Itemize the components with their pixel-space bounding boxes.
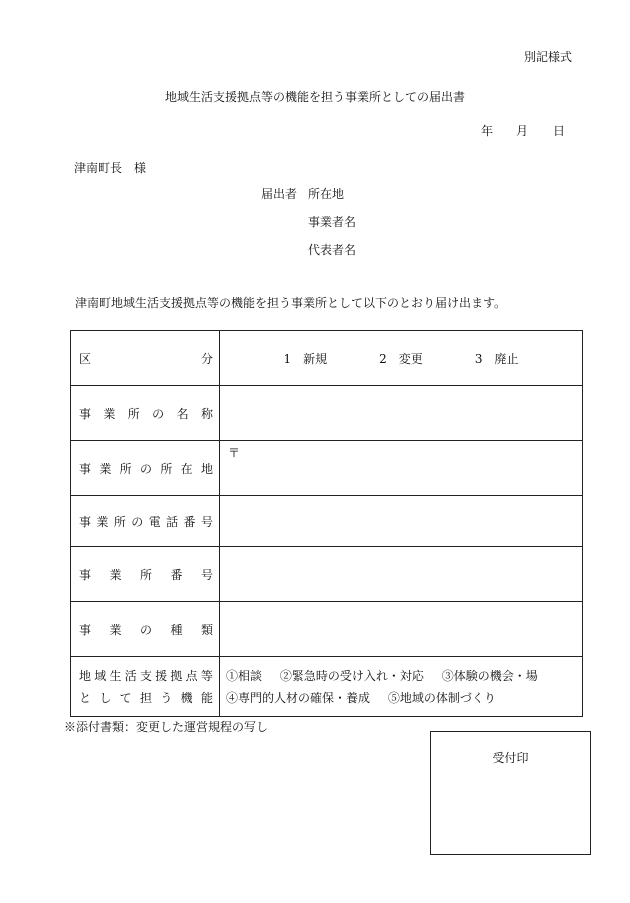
form-table bbox=[70, 330, 583, 717]
label-char: 域 bbox=[94, 668, 107, 683]
label-char: 業 bbox=[103, 406, 116, 421]
label-char: 事 bbox=[79, 406, 92, 421]
phone-field[interactable] bbox=[220, 496, 583, 547]
business-name-field[interactable] bbox=[220, 386, 583, 441]
label-char: 業 bbox=[99, 461, 112, 476]
label-char: 地 bbox=[79, 668, 92, 683]
label-char: 等 bbox=[200, 668, 213, 683]
label-char: 号 bbox=[200, 514, 213, 529]
label-char: 番 bbox=[183, 514, 196, 529]
function-experience-opportunity[interactable]: ③体験の機会・場 bbox=[441, 668, 538, 683]
applicant-representative-label: 代表者名 bbox=[308, 243, 357, 257]
document-title: 地域生活支援拠点等の機能を担う事業所としての届出書 bbox=[164, 90, 465, 104]
label-char: 区 bbox=[79, 351, 92, 366]
business-name-label bbox=[71, 386, 220, 441]
reception-stamp-label: 受付印 bbox=[492, 751, 529, 765]
business-number-row bbox=[71, 547, 583, 602]
date-day-label: 日 bbox=[553, 124, 566, 138]
business-type-label bbox=[71, 602, 220, 657]
declaration-text: 津南町地域生活支援拠点等の機能を担う事業所として以下のとおり届け出ます。 bbox=[75, 296, 507, 310]
date-month-label: 月 bbox=[516, 124, 529, 138]
label-char: 所 bbox=[160, 461, 173, 476]
addressee: 津南町長 様 bbox=[74, 161, 147, 175]
functions-label bbox=[71, 657, 220, 717]
label-char: の bbox=[152, 406, 165, 421]
business-address-field[interactable] bbox=[220, 441, 583, 496]
label-char: 支 bbox=[139, 668, 152, 683]
label-char: 能 bbox=[200, 690, 213, 705]
label-char: 事 bbox=[79, 514, 92, 529]
label-char: 業 bbox=[96, 514, 109, 529]
label-char: 所 bbox=[119, 461, 132, 476]
label-char: 分 bbox=[200, 351, 213, 366]
label-char: う bbox=[160, 690, 173, 705]
business-number-label bbox=[71, 547, 220, 602]
business-name-row bbox=[71, 386, 583, 441]
label-char: 拠 bbox=[170, 668, 183, 683]
attachment-note: ※添付書類：変更した運営規程の写し bbox=[64, 720, 269, 734]
function-emergency-acceptance[interactable]: ②緊急時の受け入れ・対応 bbox=[279, 668, 424, 683]
function-specialist-training[interactable]: ④専門的人材の確保・養成 bbox=[226, 690, 371, 705]
business-number-field[interactable] bbox=[220, 547, 583, 602]
label-char: の bbox=[139, 461, 152, 476]
label-char: 活 bbox=[124, 668, 137, 683]
category-label bbox=[71, 331, 220, 386]
category-row bbox=[71, 331, 583, 386]
form-label: 別記様式 bbox=[524, 50, 573, 64]
phone-row bbox=[71, 496, 583, 547]
label-char: 業 bbox=[109, 567, 122, 582]
label-char: 事 bbox=[79, 622, 92, 637]
label-char: 話 bbox=[166, 514, 179, 529]
label-char: の bbox=[139, 622, 152, 637]
functions-options-cell bbox=[220, 657, 583, 717]
label-char: 称 bbox=[200, 406, 213, 421]
reception-stamp-box bbox=[430, 731, 591, 855]
label-char: 号 bbox=[200, 567, 213, 582]
label-char: 援 bbox=[155, 668, 168, 683]
label-char: 事 bbox=[79, 461, 92, 476]
applicant-label: 届出者 bbox=[261, 187, 298, 201]
postal-mark: 〒 bbox=[228, 446, 241, 460]
label-char: 業 bbox=[109, 622, 122, 637]
applicant-address-label: 所在地 bbox=[308, 187, 345, 201]
option-abolish[interactable]: 3 廃止 bbox=[474, 351, 519, 366]
functions-row bbox=[71, 657, 583, 717]
function-community-system[interactable]: ⑤地域の体制づくり bbox=[387, 690, 496, 705]
label-char: 所 bbox=[113, 514, 126, 529]
label-char: 所 bbox=[139, 567, 152, 582]
label-char: し bbox=[99, 690, 112, 705]
date-year-label: 年 bbox=[481, 124, 494, 138]
business-type-field[interactable] bbox=[220, 602, 583, 657]
category-options-cell bbox=[220, 331, 583, 386]
label-char: 地 bbox=[200, 461, 213, 476]
phone-label bbox=[71, 496, 220, 547]
label-char: て bbox=[119, 690, 132, 705]
label-char: 担 bbox=[139, 690, 152, 705]
label-char: 番 bbox=[170, 567, 183, 582]
label-char: と bbox=[79, 690, 92, 705]
applicant-business-name-label: 事業者名 bbox=[308, 215, 357, 229]
label-char: 事 bbox=[79, 567, 92, 582]
label-char: 在 bbox=[180, 461, 193, 476]
option-new[interactable]: 1 新規 bbox=[283, 351, 328, 366]
business-address-row bbox=[71, 441, 583, 496]
label-char: 所 bbox=[127, 406, 140, 421]
function-consultation[interactable]: ①相談 bbox=[226, 668, 263, 683]
business-type-row bbox=[71, 602, 583, 657]
label-char: 種 bbox=[170, 622, 183, 637]
business-address-label bbox=[71, 441, 220, 496]
label-char: 類 bbox=[200, 622, 213, 637]
label-char: 機 bbox=[180, 690, 193, 705]
label-char: の bbox=[131, 514, 144, 529]
label-char: 生 bbox=[109, 668, 122, 683]
label-char: 名 bbox=[176, 406, 189, 421]
option-change[interactable]: 2 変更 bbox=[379, 351, 423, 366]
label-char: 点 bbox=[185, 668, 198, 683]
label-char: 電 bbox=[148, 514, 161, 529]
